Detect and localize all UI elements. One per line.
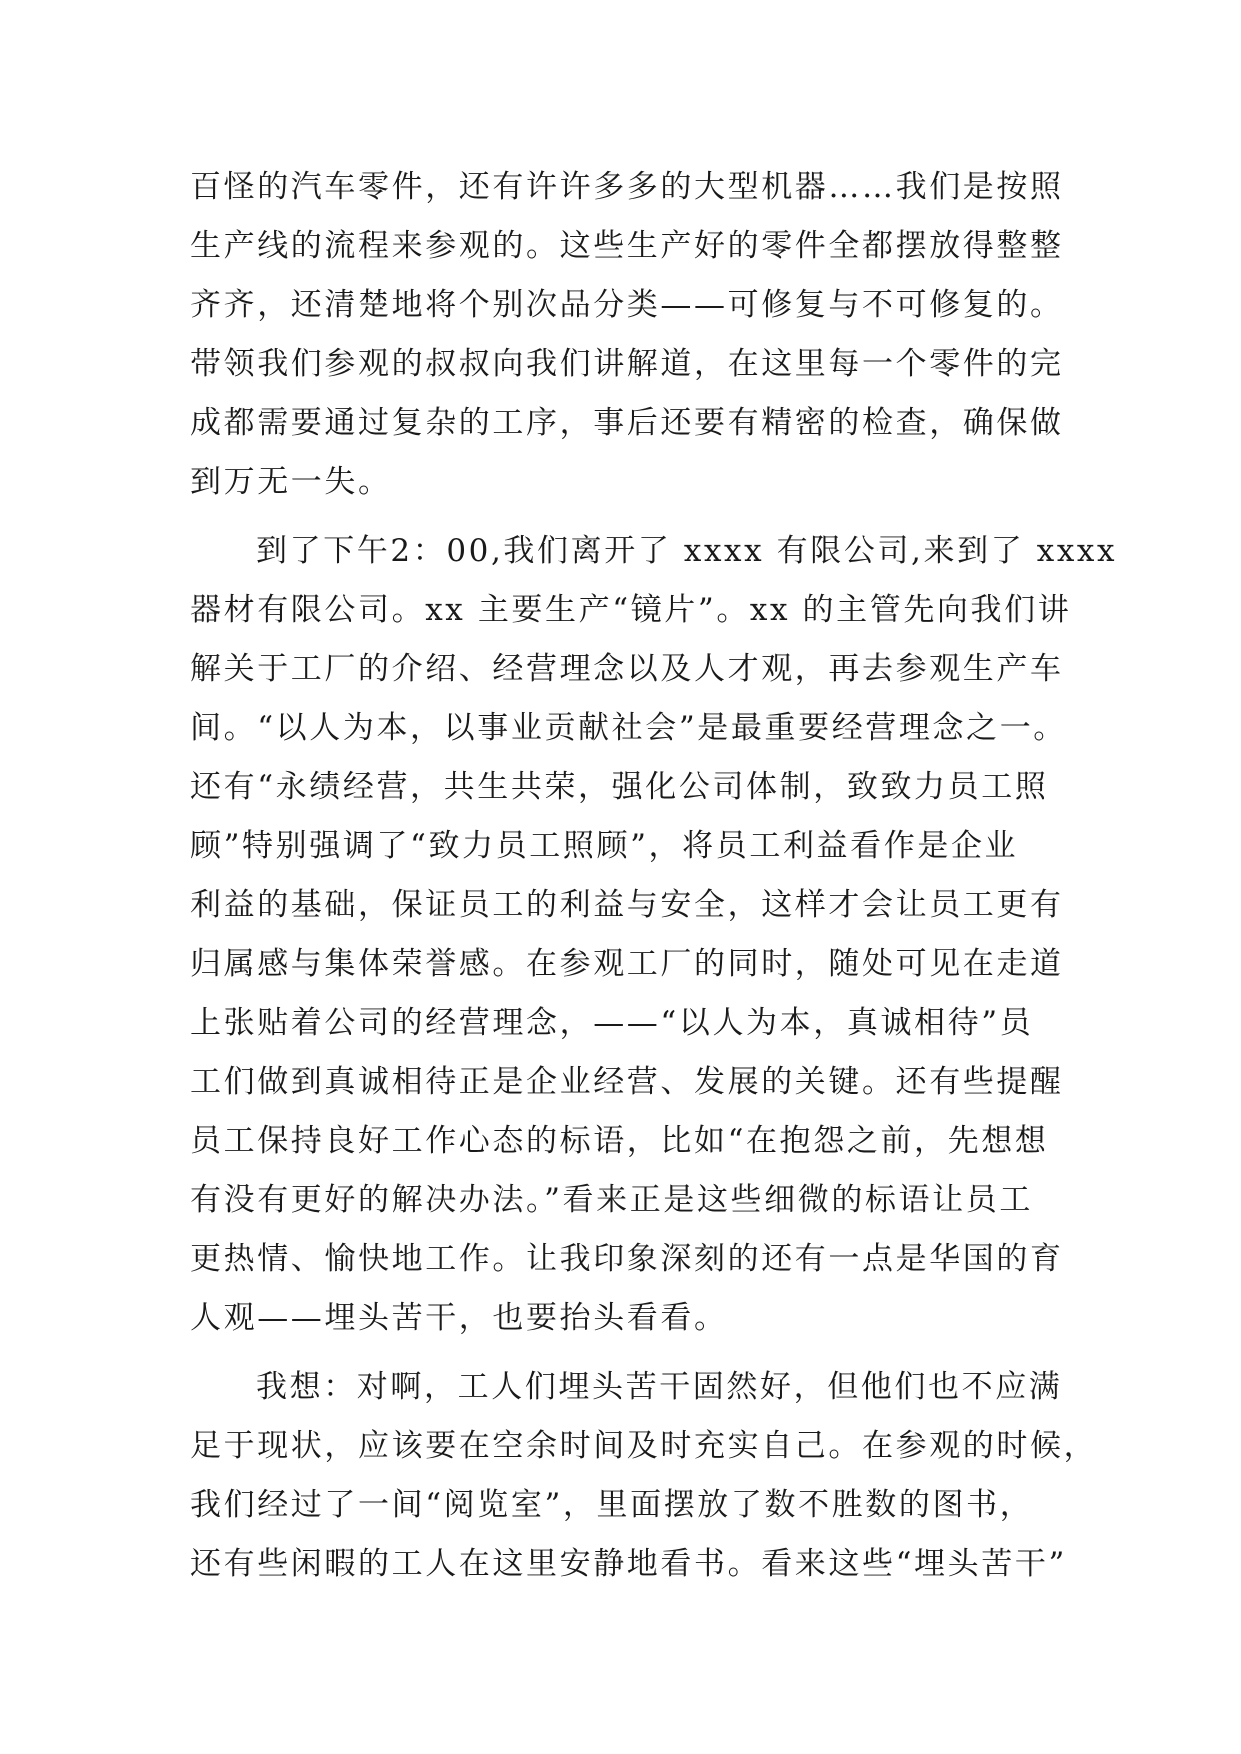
- text-line: 顾”特别强调了“致力员工照顾”，将员工利益看作是企业: [190, 828, 1019, 864]
- text-line: 成都需要通过复杂的工序，事后还要有精密的检查，确保做: [190, 405, 1064, 441]
- text-line: 解关于工厂的介绍、经营理念以及人才观，再去参观生产车: [190, 651, 1064, 687]
- paragraph-3: [190, 1358, 1098, 1594]
- text-line: 上张贴着公司的经营理念，——“以人为本，真诚相待”员: [190, 1005, 1034, 1041]
- text-line: 人观——埋头苦干，也要抬头看看。: [190, 1300, 728, 1336]
- text-line: 足于现状，应该要在空余时间及时充实自己。在参观的时候，: [190, 1428, 1098, 1464]
- paragraph-2: [190, 522, 1118, 1348]
- text-line: 我想：对啊，工人们埋头苦干固然好，但他们也不应满: [256, 1369, 1063, 1405]
- text-line: 利益的基础，保证员工的利益与安全，这样才会让员工更有: [190, 887, 1064, 923]
- text-line: 间。“以人为本，以事业贡献社会”是最重要经营理念之一。: [190, 710, 1067, 746]
- text-line: 到万无一失。: [190, 464, 392, 500]
- text-line: 带领我们参观的叔叔向我们讲解道，在这里每一个零件的完: [190, 346, 1064, 382]
- text-line: 更热情、愉快地工作。让我印象深刻的还有一点是华国的育: [190, 1241, 1064, 1277]
- text-line: 工们做到真诚相待正是企业经营、发展的关键。还有些提醒: [190, 1064, 1064, 1100]
- text-line: 归属感与集体荣誉感。在参观工厂的同时，随处可见在走道: [190, 946, 1064, 982]
- text-line: 生产线的流程来参观的。这些生产好的零件全都摆放得整整: [190, 228, 1064, 264]
- body-text: [190, 158, 1118, 1594]
- text-line: 员工保持良好工作心态的标语，比如“在抱怨之前，先想想: [190, 1123, 1049, 1159]
- text-line: 还有些闲暇的工人在这里安静地看书。看来这些“埋头苦干”: [190, 1546, 1067, 1582]
- text-line: 到了下午2：00,我们离开了 xxxx 有限公司,来到了 xxxx: [256, 533, 1118, 569]
- text-line: 齐齐，还清楚地将个别次品分类——可修复与不可修复的。: [190, 287, 1064, 323]
- text-line: 还有“永绩经营，共生共荣，强化公司体制，致致力员工照: [190, 769, 1049, 805]
- text-line: 我们经过了一间“阅览室”，里面摆放了数不胜数的图书，: [190, 1487, 1034, 1523]
- text-line: 百怪的汽车零件，还有许许多多的大型机器……我们是按照: [190, 169, 1064, 205]
- text-line: 有没有更好的解决办法。”看来正是这些细微的标语让员工: [190, 1182, 1033, 1218]
- paragraph-1: [190, 158, 1090, 512]
- text-line: 器材有限公司。xx 主要生产“镜片”。xx 的主管先向我们讲: [190, 592, 1072, 628]
